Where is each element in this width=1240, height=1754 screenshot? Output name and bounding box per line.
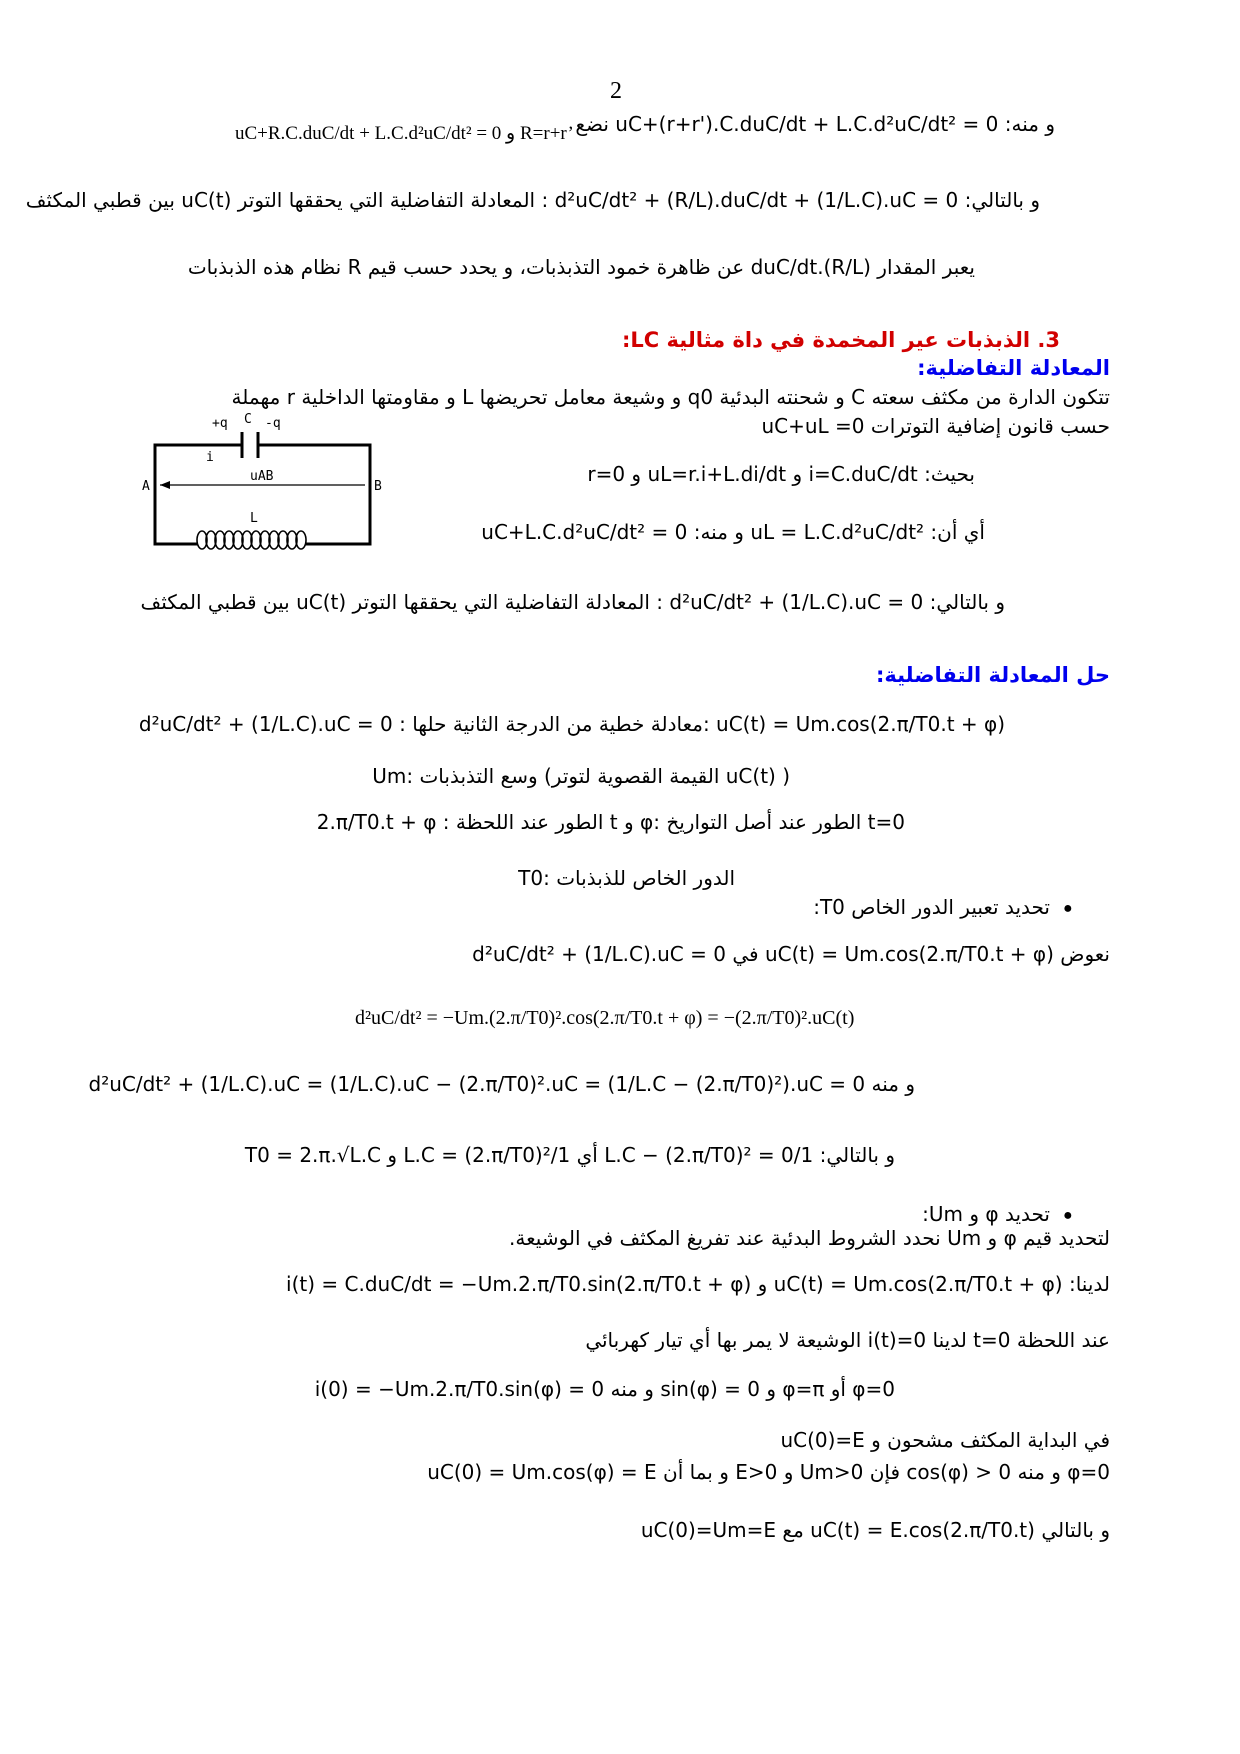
- label-current: i: [206, 450, 214, 465]
- bullet-dot: ●: [1063, 900, 1073, 917]
- charged-capacitor: في البداية المكثف مشحون و uC(0)=E: [780, 1428, 1110, 1452]
- label-coil: L: [250, 511, 258, 526]
- phase-bullet: تحديد φ و Um:: [922, 1202, 1050, 1226]
- circuit-description: تتكون الدارة من مكثف سعته C و شحنته البدئية q0 و وشيعة معامل تحريضها L و مقاومتها الداخلية r مهملة: [231, 385, 1110, 409]
- period-bullet: تحديد تعبير الدور الخاص T0:: [813, 895, 1050, 919]
- label-q-plus: +q: [212, 416, 228, 431]
- equation-line-2: و بالتالي: d²uC/dt² + (R/L).duC/dt + (1/L.C).uC = 0 : المعادلة التفاضلية التي يحققها التوتر uC(t) بين قطبي المكثف: [25, 188, 1040, 212]
- period-substitution: نعوض uC(t) = Um.cos(2.π/T0.t + φ) في d²uC/dt² + (1/L.C).uC = 0: [472, 942, 1110, 966]
- label-q-minus: -q: [265, 416, 281, 431]
- relations-line: بحيث: i=C.duC/dt و uL=r.i+L.di/dt و r=0: [587, 462, 975, 486]
- second-derivative: d²uC/dt² = −Um.(2.π/T0)².cos(2.π/T0.t + φ) = −(2.π/T0)².uC(t): [355, 1007, 855, 1029]
- circuit-wire-left: [155, 445, 242, 544]
- bullet-dot-2: ●: [1063, 1207, 1073, 1224]
- period-result: و بالتالي: 1/L.C − (2.π/T0)² = 0 أي 1/L.C = (2.π/T0)² و T0 = 2.π.√L.C: [244, 1143, 895, 1167]
- label-node-b: B: [374, 479, 382, 494]
- label-uab: uAB: [250, 469, 274, 484]
- initial-conditions: لتحديد قيم φ و Um نحدد الشروط البدئية عند تفريغ المكثف في الوشيعة.: [509, 1226, 1110, 1250]
- equation-line-3: يعبر المقدار (R/L).duC/dt عن ظاهرة خمود التذبذبات، و يحدد حسب قيم R نظام هذه الذبذبات: [187, 255, 975, 279]
- phase-definition: 2.π/T0.t + φ : الطور عند اللحظة t و φ: الطور عند أصل التواريخ t=0: [316, 810, 905, 834]
- section-subtitle: المعادلة التفاضلية:: [917, 356, 1110, 380]
- equation-line-1-left: uC+R.C.duC/dt + L.C.d²uC/dt² = 0 و R=r+r’: [235, 123, 574, 144]
- coil-symbol: [197, 531, 306, 549]
- final-solution: و بالتالي uC(t) = E.cos(2.π/T0.t) مع uC(0)=Um=E: [640, 1518, 1110, 1542]
- lc-circuit-diagram: [140, 412, 385, 552]
- page-number: 2: [610, 78, 622, 104]
- solution-general: d²uC/dt² + (1/L.C).uC = 0 : معادلة خطية من الدرجة الثانية حلها: uC(t) = Um.cos(2.π/T0.t + φ): [138, 712, 1005, 736]
- solution-title: حل المعادلة التفاضلية:: [875, 663, 1110, 687]
- zero-current-condition: عند اللحظة t=0 لدينا i(t)=0 الوشيعة لا يمر بها أي تيار كهربائي: [585, 1328, 1110, 1352]
- label-node-a: A: [142, 479, 150, 494]
- period-definition: T0: الدور الخاص للذبذبات: [518, 866, 735, 890]
- equation-line-1-right: و منه: uC+(r+r').C.duC/dt + L.C.d²uC/dt² = 0 نضع: [575, 112, 1055, 136]
- cosine-condition: uC(0) = Um.cos(φ) = E و بما أن E>0 و Um>0 فإن cos(φ) > 0 و منه φ=0: [427, 1460, 1110, 1484]
- section-title: 3. الذبذبات عير المخمدة في داة مثالية LC:: [622, 328, 1060, 352]
- substitution-line: أي أن: uL = L.C.d²uC/dt² و منه: uC+L.C.d²uC/dt² = 0: [481, 520, 985, 544]
- combined-equation: و منه d²uC/dt² + (1/L.C).uC = (1/L.C).uC − (2.π/T0)².uC = (1/L.C − (2.π/T0)²).uC = 0: [88, 1072, 915, 1096]
- differential-equation-lc: و بالتالي: d²uC/dt² + (1/L.C).uC = 0 : المعادلة التفاضلية التي يحققها التوتر uC(t) بين قطبي المكثف: [140, 590, 1005, 614]
- circuit-wire-right: [258, 445, 370, 544]
- kirchhoff-law: حسب قانون إضافية التوترات uC+uL =0: [761, 414, 1110, 438]
- amplitude-definition: Um: وسع التذبذبات (القيمة القصوية لتوتر uC(t) ): [372, 764, 790, 788]
- label-capacitor: C: [244, 412, 252, 427]
- sine-condition: i(0) = −Um.2.π/T0.sin(φ) = 0 و منه sin(φ) = 0 و φ=π أو φ=0: [314, 1377, 895, 1401]
- current-expression: لدينا: uC(t) = Um.cos(2.π/T0.t + φ) و i(t) = C.duC/dt = −Um.2.π/T0.sin(2.π/T0.t + φ): [286, 1272, 1110, 1296]
